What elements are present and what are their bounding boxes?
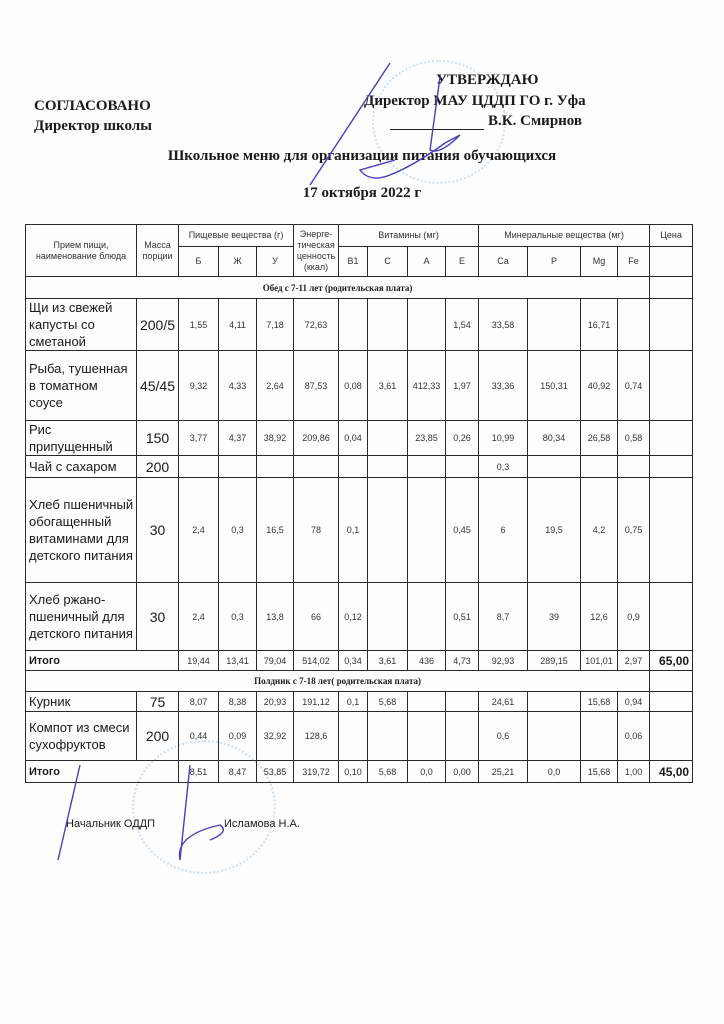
dish-name: Хлеб пшеничный обогащенный витаминами для детского питания bbox=[26, 478, 137, 583]
carbs bbox=[257, 456, 294, 478]
fat bbox=[219, 456, 257, 478]
total-a: 0,0 bbox=[408, 761, 446, 783]
total-label: Итого bbox=[26, 651, 179, 671]
price-cell bbox=[650, 712, 693, 761]
protein: 2,4 bbox=[179, 583, 219, 651]
carbs: 16,5 bbox=[257, 478, 294, 583]
vit-c bbox=[368, 456, 408, 478]
protein: 3,77 bbox=[179, 421, 219, 456]
min-p: 150,31 bbox=[528, 351, 581, 421]
total-carbs: 79,04 bbox=[257, 651, 294, 671]
section-row bbox=[26, 671, 693, 692]
vit-b1 bbox=[339, 299, 368, 351]
vit-c bbox=[368, 583, 408, 651]
total-a: 436 bbox=[408, 651, 446, 671]
min-fe: 0,9 bbox=[618, 583, 650, 651]
price-cell bbox=[650, 456, 693, 478]
min-p bbox=[528, 299, 581, 351]
min-ca: 0,3 bbox=[479, 456, 528, 478]
agreed-label: СОГЛАСОВАНО bbox=[34, 98, 151, 114]
col-group-vitamins: Витамины (мг) bbox=[339, 225, 479, 247]
fat: 4,33 bbox=[219, 351, 257, 421]
fat: 8,38 bbox=[219, 692, 257, 712]
vit-e: 0,26 bbox=[446, 421, 479, 456]
total-energy: 319,72 bbox=[294, 761, 339, 783]
energy bbox=[294, 456, 339, 478]
min-p bbox=[528, 692, 581, 712]
vit-e: 0,51 bbox=[446, 583, 479, 651]
total-price: 45,00 bbox=[650, 761, 693, 783]
vit-c: 5,68 bbox=[368, 692, 408, 712]
menu-table bbox=[25, 224, 693, 783]
vit-a bbox=[408, 478, 446, 583]
protein bbox=[179, 456, 219, 478]
vit-b1: 0,1 bbox=[339, 478, 368, 583]
col-a: А bbox=[408, 247, 446, 277]
fat: 0,3 bbox=[219, 478, 257, 583]
vit-a: 412,33 bbox=[408, 351, 446, 421]
total-label: Итого bbox=[26, 761, 179, 783]
table-row bbox=[26, 421, 693, 456]
min-ca: 33,36 bbox=[479, 351, 528, 421]
vit-e: 1,54 bbox=[446, 299, 479, 351]
min-fe bbox=[618, 299, 650, 351]
dish-mass: 200 bbox=[137, 712, 179, 761]
total-fat: 8,47 bbox=[219, 761, 257, 783]
price-cell bbox=[650, 478, 693, 583]
dish-name: Рис припущенный bbox=[26, 421, 137, 456]
col-ca: Ca bbox=[479, 247, 528, 277]
fat: 4,11 bbox=[219, 299, 257, 351]
min-fe: 0,75 bbox=[618, 478, 650, 583]
total-protein: 8,51 bbox=[179, 761, 219, 783]
vit-e: 1,97 bbox=[446, 351, 479, 421]
table-row bbox=[26, 712, 693, 761]
total-ca: 25,21 bbox=[479, 761, 528, 783]
min-mg: 4,2 bbox=[581, 478, 618, 583]
fat: 0,09 bbox=[219, 712, 257, 761]
total-c: 5,68 bbox=[368, 761, 408, 783]
col-price: Цена bbox=[650, 225, 693, 247]
min-ca: 10,99 bbox=[479, 421, 528, 456]
carbs: 20,93 bbox=[257, 692, 294, 712]
dish-name: Хлеб ржано-пшеничный для детского питания bbox=[26, 583, 137, 651]
vit-a bbox=[408, 583, 446, 651]
col-e: Е bbox=[446, 247, 479, 277]
vit-e: 0,45 bbox=[446, 478, 479, 583]
document-title: Школьное меню для организации питания обучающихся bbox=[167, 148, 557, 164]
vit-c: 3,61 bbox=[368, 351, 408, 421]
total-ca: 92,93 bbox=[479, 651, 528, 671]
table-row bbox=[26, 692, 693, 712]
total-mg: 15,68 bbox=[581, 761, 618, 783]
total-c: 3,61 bbox=[368, 651, 408, 671]
energy: 66 bbox=[294, 583, 339, 651]
total-fe: 2,97 bbox=[618, 651, 650, 671]
table-row bbox=[26, 583, 693, 651]
price-cell bbox=[650, 421, 693, 456]
min-p: 39 bbox=[528, 583, 581, 651]
min-p: 19,5 bbox=[528, 478, 581, 583]
min-mg: 12,6 bbox=[581, 583, 618, 651]
total-p: 0,0 bbox=[528, 761, 581, 783]
carbs: 2,64 bbox=[257, 351, 294, 421]
min-fe: 0,58 bbox=[618, 421, 650, 456]
vit-c bbox=[368, 421, 408, 456]
min-fe: 0,74 bbox=[618, 351, 650, 421]
dish-mass: 45/45 bbox=[137, 351, 179, 421]
min-mg: 40,92 bbox=[581, 351, 618, 421]
energy: 209,86 bbox=[294, 421, 339, 456]
col-fe: Fe bbox=[618, 247, 650, 277]
vit-e bbox=[446, 712, 479, 761]
total-e: 4,73 bbox=[446, 651, 479, 671]
fat: 4,37 bbox=[219, 421, 257, 456]
col-mg: Mg bbox=[581, 247, 618, 277]
vit-b1: 0,08 bbox=[339, 351, 368, 421]
vit-e bbox=[446, 692, 479, 712]
min-mg: 26,58 bbox=[581, 421, 618, 456]
min-mg bbox=[581, 712, 618, 761]
director-signature-icon bbox=[300, 55, 500, 195]
header-row-1 bbox=[26, 225, 693, 247]
min-fe: 0,06 bbox=[618, 712, 650, 761]
vit-b1: 0,1 bbox=[339, 692, 368, 712]
min-ca: 33,58 bbox=[479, 299, 528, 351]
min-fe: 0,94 bbox=[618, 692, 650, 712]
protein: 8,07 bbox=[179, 692, 219, 712]
price-cell bbox=[650, 351, 693, 421]
col-meal-name: Прием пищи, наименование блюда bbox=[26, 225, 137, 277]
energy: 78 bbox=[294, 478, 339, 583]
min-ca: 0,6 bbox=[479, 712, 528, 761]
carbs: 7,18 bbox=[257, 299, 294, 351]
col-energy: Энерге-тическая ценность (ккал) bbox=[294, 225, 339, 277]
min-ca: 8,7 bbox=[479, 583, 528, 651]
min-p: 80,34 bbox=[528, 421, 581, 456]
total-mg: 101,01 bbox=[581, 651, 618, 671]
energy: 87,53 bbox=[294, 351, 339, 421]
total-row bbox=[26, 651, 693, 671]
price-cell bbox=[650, 299, 693, 351]
chief-signature-icon bbox=[50, 760, 250, 870]
protein: 1,55 bbox=[179, 299, 219, 351]
col-group-nutrients: Пищевые вещества (г) bbox=[179, 225, 294, 247]
vit-a bbox=[408, 712, 446, 761]
vit-b1 bbox=[339, 456, 368, 478]
total-b1: 0,10 bbox=[339, 761, 368, 783]
vit-a bbox=[408, 692, 446, 712]
table-row bbox=[26, 299, 693, 351]
total-p: 289,15 bbox=[528, 651, 581, 671]
protein: 0,44 bbox=[179, 712, 219, 761]
dish-name: Компот из смеси сухофруктов bbox=[26, 712, 137, 761]
table-row bbox=[26, 351, 693, 421]
total-e: 0,00 bbox=[446, 761, 479, 783]
vit-c bbox=[368, 299, 408, 351]
vit-a bbox=[408, 299, 446, 351]
protein: 2,4 bbox=[179, 478, 219, 583]
protein: 9,32 bbox=[179, 351, 219, 421]
col-price-empty bbox=[650, 247, 693, 277]
section-title-snack: Полдник с 7-18 лет( родительская плата) bbox=[26, 671, 650, 692]
footer-name: Исламова Н.А. bbox=[224, 818, 300, 830]
dish-mass: 150 bbox=[137, 421, 179, 456]
vit-c bbox=[368, 478, 408, 583]
vit-c bbox=[368, 712, 408, 761]
price-cell bbox=[650, 583, 693, 651]
dish-name: Рыба, тушенная в томатном соусе bbox=[26, 351, 137, 421]
dish-mass: 200/5 bbox=[137, 299, 179, 351]
total-fat: 13,41 bbox=[219, 651, 257, 671]
total-energy: 514,02 bbox=[294, 651, 339, 671]
vit-e bbox=[446, 456, 479, 478]
section-title-lunch: Обед с 7-11 лет (родительская плата) bbox=[26, 277, 650, 299]
document-date: 17 октября 2022 г bbox=[302, 185, 422, 201]
school-director-label: Директор школы bbox=[34, 118, 152, 134]
col-mass: Масса порции bbox=[137, 225, 179, 277]
price-cell bbox=[650, 692, 693, 712]
energy: 191,12 bbox=[294, 692, 339, 712]
col-carbs: У bbox=[257, 247, 294, 277]
col-c: С bbox=[368, 247, 408, 277]
agreed-block bbox=[34, 96, 152, 136]
dish-name: Чай с сахаром bbox=[26, 456, 137, 478]
col-fat: Ж bbox=[219, 247, 257, 277]
section-row bbox=[26, 277, 693, 299]
min-mg bbox=[581, 456, 618, 478]
total-carbs: 53,85 bbox=[257, 761, 294, 783]
table-row bbox=[26, 456, 693, 478]
min-p bbox=[528, 456, 581, 478]
dish-mass: 30 bbox=[137, 583, 179, 651]
vit-b1: 0,12 bbox=[339, 583, 368, 651]
fat: 0,3 bbox=[219, 583, 257, 651]
col-p: P bbox=[528, 247, 581, 277]
total-fe: 1,00 bbox=[618, 761, 650, 783]
dish-name: Щи из свежей капусты со сметаной bbox=[26, 299, 137, 351]
footer-position: Начальник ОДДП bbox=[66, 818, 156, 830]
dish-mass: 200 bbox=[137, 456, 179, 478]
min-ca: 24,61 bbox=[479, 692, 528, 712]
min-mg: 15,68 bbox=[581, 692, 618, 712]
approver-name: В.К. Смирнов bbox=[488, 113, 583, 129]
vit-b1 bbox=[339, 712, 368, 761]
vit-a: 23,85 bbox=[408, 421, 446, 456]
table-row bbox=[26, 478, 693, 583]
energy: 72,63 bbox=[294, 299, 339, 351]
col-b1: В1 bbox=[339, 247, 368, 277]
col-protein: Б bbox=[179, 247, 219, 277]
approver-position: Директор МАУ ЦДДП ГО г. Уфа bbox=[364, 93, 586, 109]
price-cell bbox=[650, 671, 693, 692]
dish-mass: 75 bbox=[137, 692, 179, 712]
col-group-minerals: Минеральные вещества (мг) bbox=[479, 225, 650, 247]
price-cell bbox=[650, 277, 693, 299]
vit-a bbox=[408, 456, 446, 478]
min-ca: 6 bbox=[479, 478, 528, 583]
min-p bbox=[528, 712, 581, 761]
energy: 128,6 bbox=[294, 712, 339, 761]
total-b1: 0,34 bbox=[339, 651, 368, 671]
dish-name: Курник bbox=[26, 692, 137, 712]
total-protein: 19,44 bbox=[179, 651, 219, 671]
approve-label: УТВЕРЖДАЮ bbox=[436, 72, 539, 88]
dish-mass: 30 bbox=[137, 478, 179, 583]
total-price: 65,00 bbox=[650, 651, 693, 671]
carbs: 32,92 bbox=[257, 712, 294, 761]
vit-b1: 0,04 bbox=[339, 421, 368, 456]
carbs: 13,8 bbox=[257, 583, 294, 651]
min-mg: 16,71 bbox=[581, 299, 618, 351]
carbs: 38,92 bbox=[257, 421, 294, 456]
min-fe bbox=[618, 456, 650, 478]
